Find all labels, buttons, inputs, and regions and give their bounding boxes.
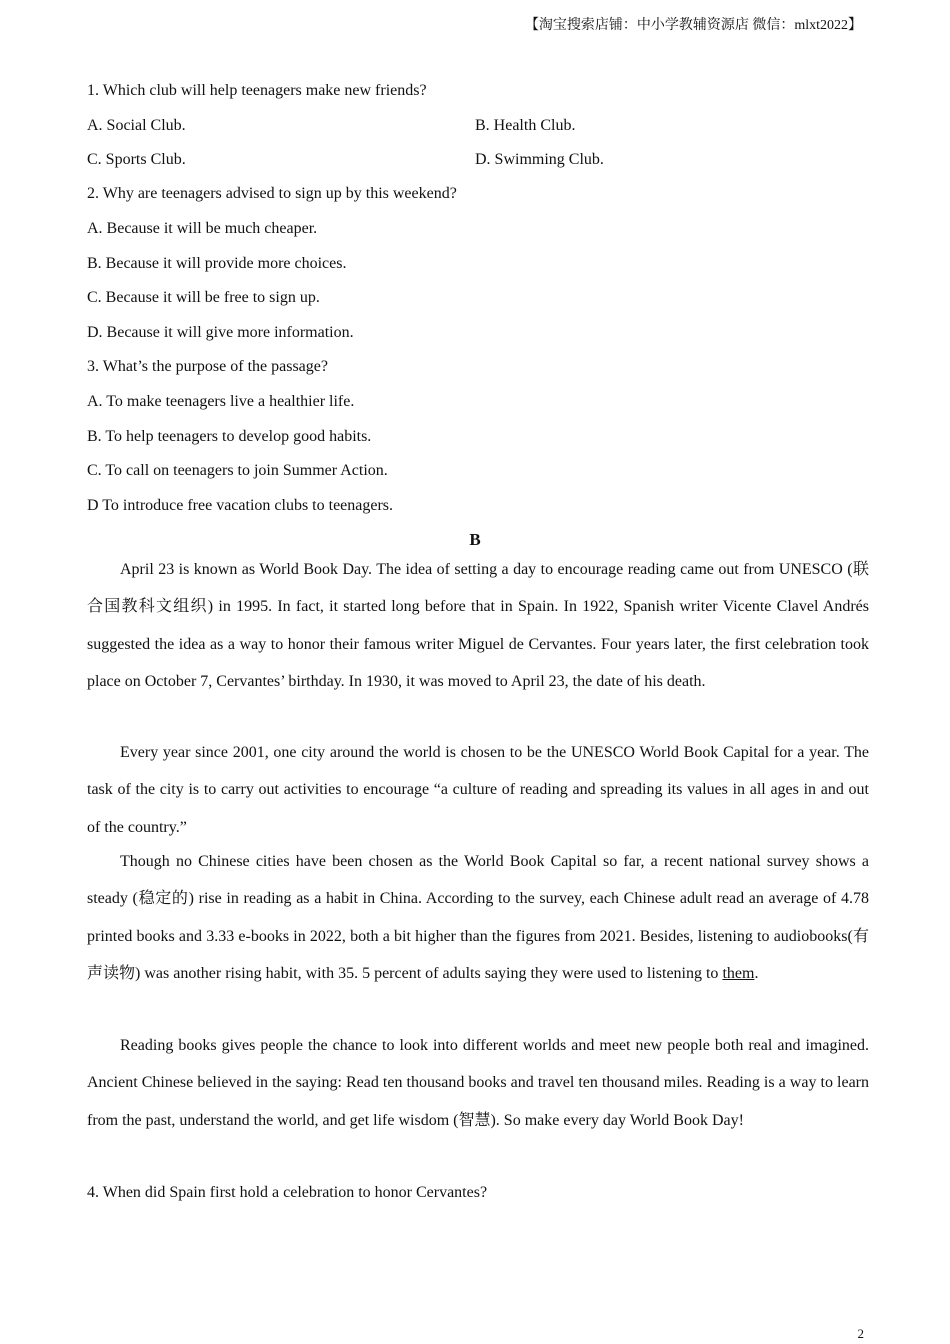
section-title: B: [469, 530, 481, 549]
passage-paragraph-3-text: Though no Chinese cities have been chosen as the World Book Capital so far, a recent national survey shows a steady (稳定的) rise in reading as a habit in China. According to the survey, each Chinese adult read an average of 4.78 printed books and 3.33 e-books in 2022, both a bit higher than the figures from 2021. Besides, listening to audiobooks(有声读物) was another rising habit, with 35. 5 percent of adults saying they were used to listening to: [87, 853, 869, 982]
question-2-option-a: A. Because it will be much cheaper.: [87, 220, 318, 237]
passage-paragraph-2: Every year since 2001, one city around the world is chosen to be the UNESCO World Book Capital for a year. The task of the city is to carry out activities to encourage “a culture of reading and spreading its values in all ages in and out of the country.”: [87, 744, 869, 836]
question-4-stem: 4. When did Spain first hold a celebration to honor Cervantes?: [87, 1184, 488, 1201]
passage-paragraph-1: April 23 is known as World Book Day. The idea of setting a day to encourage reading came out from UNESCO (联合国教科文组织) in 1995. In fact, it started long before that in Spain. In 1922, Spanish writer Vicente Clavel Andrés suggested the idea as a way to honor their famous writer Miguel de Cervantes. Four years later, the first celebration took place on October 7, Cervantes’ birthday. In 1930, it was moved to April 23, the date of his death.: [87, 561, 869, 690]
question-1-option-d: D. Swimming Club.: [475, 151, 604, 168]
page-header: 【淘宝搜索店铺：中小学教辅资源店 微信：mlxt2022】: [524, 18, 862, 33]
question-2-stem: 2. Why are teenagers advised to sign up by this weekend?: [87, 185, 457, 202]
passage-paragraph-3: [87, 843, 869, 992]
underlined-word: them: [722, 964, 755, 982]
question-2-option-c: C. Because it will be free to sign up.: [87, 289, 320, 306]
question-3-option-b: B. To help teenagers to develop good habits.: [87, 428, 372, 445]
question-3-option-d: D To introduce free vacation clubs to teenagers.: [87, 497, 394, 514]
question-1-option-c: C. Sports Club.: [87, 151, 186, 168]
page-number: 2: [857, 1326, 864, 1341]
question-3-stem: 3. What’s the purpose of the passage?: [87, 358, 328, 375]
passage-paragraph-4: Reading books gives people the chance to look into different worlds and meet new people both real and imagined. Ancient Chinese believed in the saying: Read ten thousand books and travel ten thousand miles. Reading is a way to learn from the past, understand the world, and get life wisdom (智慧). So make every day World Book Day!: [87, 1037, 869, 1129]
question-3-option-c: C. To call on teenagers to join Summer Action.: [87, 462, 388, 479]
question-1-option-a: A. Social Club.: [87, 117, 186, 134]
passage-paragraph-3-end: .: [754, 964, 759, 982]
question-2-option-d: D. Because it will give more information.: [87, 324, 354, 341]
question-3-option-a: A. To make teenagers live a healthier life.: [87, 393, 355, 410]
question-1-option-b: B. Health Club.: [475, 117, 576, 134]
question-2-option-b: B. Because it will provide more choices.: [87, 255, 347, 272]
question-1-stem: 1. Which club will help teenagers make new friends?: [87, 82, 427, 99]
